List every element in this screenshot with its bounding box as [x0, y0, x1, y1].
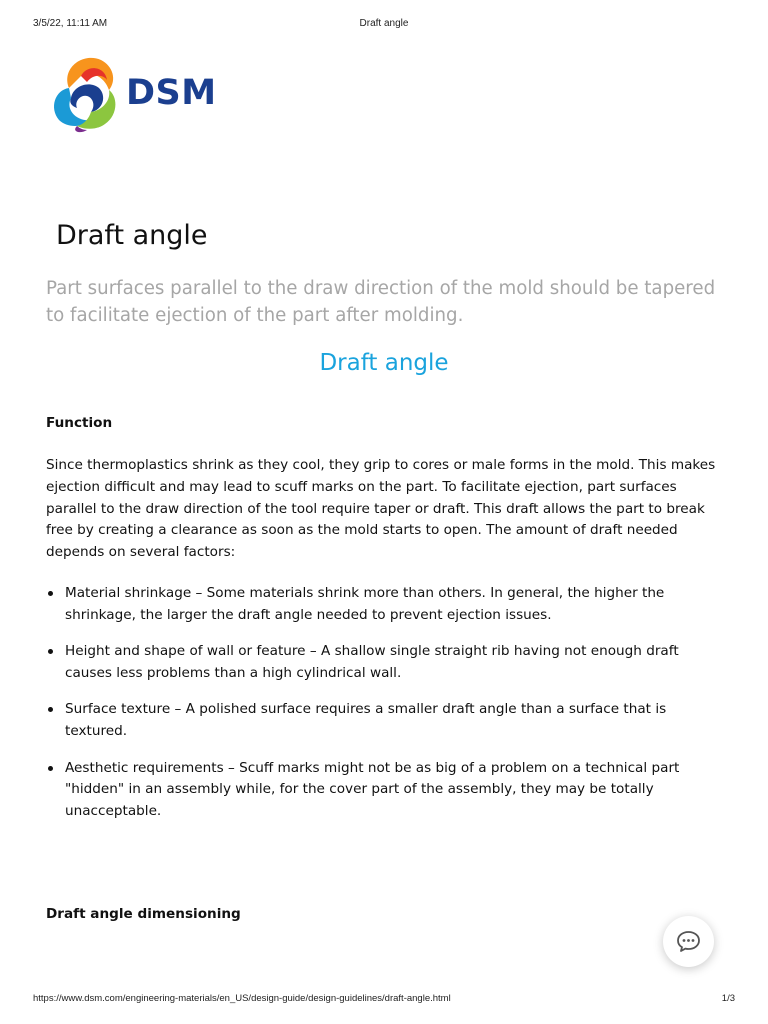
section-heading: Draft angle	[319, 350, 449, 376]
print-datetime: 3/5/22, 11:11 AM	[33, 18, 108, 29]
lead-paragraph: Part surfaces parallel to the draw direction of the mold should be tapered to facilitate ejection of the part after molding.	[46, 278, 716, 326]
dsm-logo-mark	[47, 50, 125, 134]
list-item	[46, 641, 706, 685]
bullet-dot	[48, 591, 53, 596]
chat-bubble-icon	[676, 930, 701, 953]
bullet-dot	[48, 707, 53, 712]
list-item	[46, 583, 706, 627]
dsm-logo[interactable]	[47, 50, 227, 134]
list-item-text: Aesthetic requirements – Scuff marks might not be as big of a problem on a technical part "hidden" in an assembly while, for the cover part of the assembly, they may be totally unacceptable.	[65, 759, 680, 820]
bullet-dot	[48, 766, 53, 771]
dsm-wordmark: DSM	[126, 73, 217, 113]
list-item	[46, 758, 706, 823]
list-item-text: Height and shape of wall or feature – A shallow single straight rib having not enough draft causes less problems than a high cylindrical wall.	[65, 643, 679, 681]
bullet-dot	[48, 649, 53, 654]
print-page-title: Draft angle	[359, 18, 409, 29]
page-url: https://www.dsm.com/engineering-materials/en_US/design-guide/design-guidelines/draft-angle.html	[33, 993, 451, 1004]
function-paragraph: Since thermoplastics shrink as they cool, they grip to cores or male forms in the mold. This makes ejection difficult and may lead to scuff marks on the part. To facilitate ejection, part surfaces parallel to the draw direction of the tool require taper or draft. This draft allows the part to break free by creating a clearance as soon as the mold starts to open. The amount of draft needed depends on several factors:	[46, 457, 716, 561]
factors-list	[46, 583, 706, 838]
list-item	[46, 699, 706, 743]
list-item-text: Material shrinkage – Some materials shrink more than others. In general, the higher the shrinkage, the larger the draft angle needed to prevent ejection issues.	[65, 585, 665, 623]
page-title: Draft angle	[56, 220, 208, 251]
list-item-text: Surface texture – A polished surface requires a smaller draft angle than a surface that is textured.	[65, 701, 667, 740]
dimensioning-heading: Draft angle dimensioning	[46, 906, 241, 922]
page-number: 1/3	[721, 993, 735, 1004]
print-footer	[33, 993, 735, 1007]
chat-button[interactable]	[663, 916, 714, 967]
function-heading: Function	[46, 415, 113, 431]
print-header	[33, 18, 735, 32]
